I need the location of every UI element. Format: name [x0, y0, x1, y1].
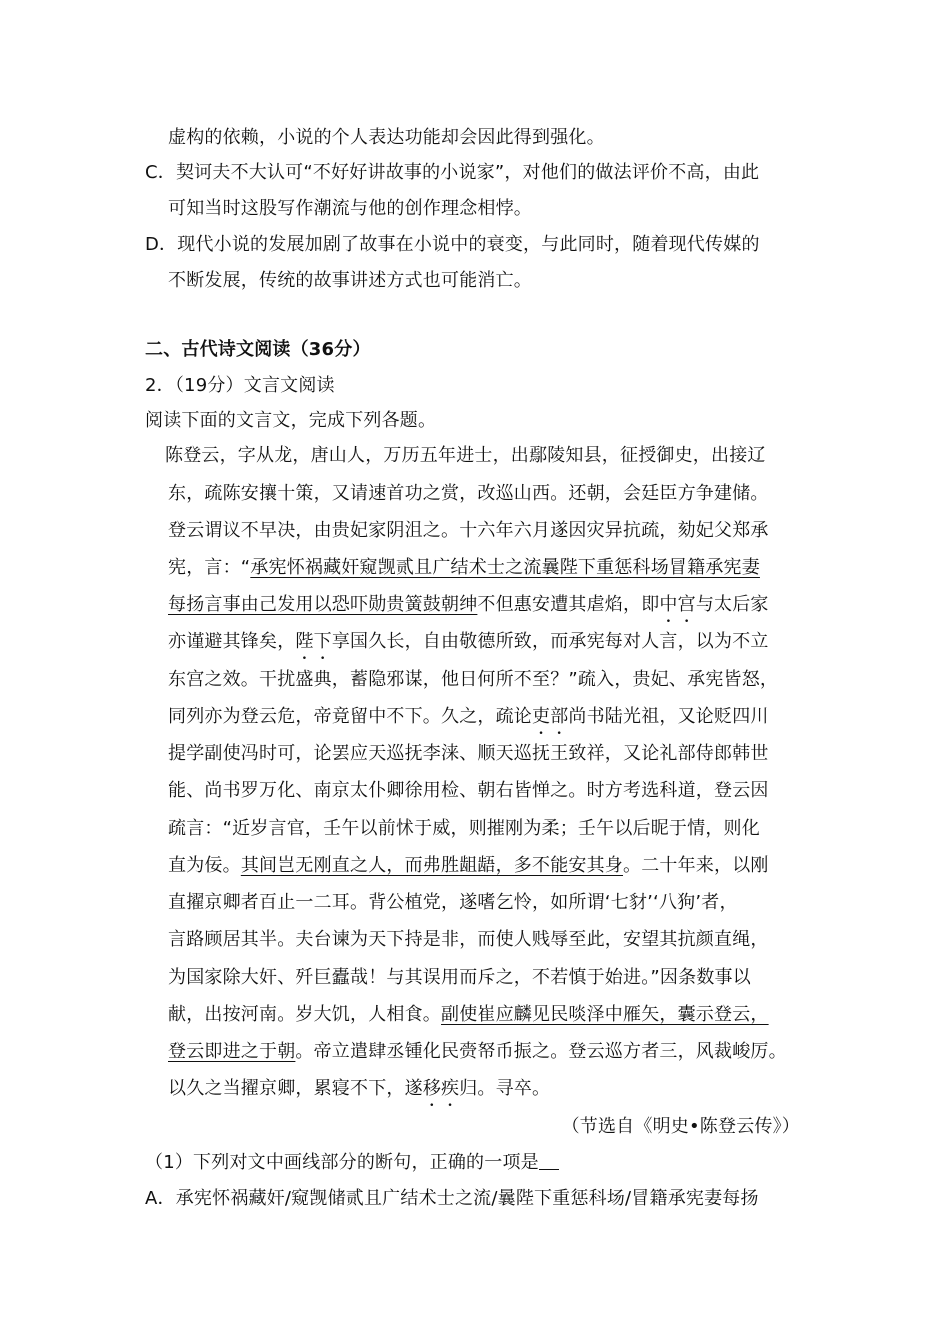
- passage-text: 亦谨避其锋矣，: [168, 631, 296, 652]
- dotted-char: 部: [550, 706, 569, 727]
- sub-question-1: [145, 1150, 559, 1176]
- passage-text: 享国久长，自由敬德所致，而承宪每对人言，以为不立: [331, 631, 769, 652]
- passage-line-11: 疏言：“近岁言官，壬午以前怵于威，则摧刚为柔；壬午以后昵于情，则化: [168, 818, 760, 839]
- underlined-segment-1: 承宪怀祸藏奸窥觊贰且广结术士之流曩陛下重惩科场冒籍承宪妻: [250, 557, 760, 578]
- dotted-char: 移: [422, 1078, 442, 1099]
- option-a: A．承宪怀祸藏奸/窥觊储贰且广结术士之流/曩陛下重惩科场/冒籍承宪妻每扬: [145, 1188, 759, 1209]
- option-b-continuation: 虚构的依赖，小说的个人表达功能却会因此得到强化。: [168, 127, 605, 148]
- section-title: 二、古代诗文阅读（36分）: [145, 339, 371, 360]
- option-c-line-2: 可知当时这股写作潮流与他的创作理念相悖。: [168, 198, 532, 219]
- passage-line-18: [168, 1076, 550, 1102]
- passage-text: 归。寻卒。: [459, 1078, 551, 1099]
- underlined-segment-3-cont: 登云即进之于朝: [168, 1041, 296, 1062]
- question-heading: 2．（19分）文言文阅读: [145, 375, 335, 396]
- passage-text: 宪，言：“: [168, 557, 251, 578]
- passage-line-8: [168, 704, 769, 730]
- passage-line-1: 陈登云，字从龙，唐山人，万历五年进士，出鄢陵知县，征授御史，出接辽: [165, 445, 766, 466]
- underlined-segment-2: 其间岂无刚直之人，而弗胜龃龉，多不能安其身: [240, 855, 624, 876]
- passage-line-7: 东宫之效。干扰盛典，蓄隐邪谋，他日何所不至？”疏入，贵妃、承宪皆怒，: [168, 669, 779, 690]
- dotted-char: 中: [659, 594, 678, 615]
- passage-text: 直为佞。: [168, 855, 241, 876]
- dotted-char: 宫: [677, 594, 696, 615]
- passage-line-3: 登云谓议不早决，由贵妃家阴沮之。十六年六月遂因灾异抗疏，劾妃父郑承: [168, 520, 769, 541]
- passage-line-5: [168, 592, 769, 618]
- passage-text: 与太后家: [695, 594, 769, 615]
- passage-line-4: [168, 555, 760, 581]
- passage-text: 尚书陆光祖，又论贬四川: [568, 706, 769, 727]
- passage-line-9: 提学副使冯时可，论罢应天巡抚李涞、顺天巡抚王致祥，又论礼部侍郎韩世: [168, 743, 769, 764]
- dotted-char: 陛: [295, 631, 314, 652]
- answer-blank[interactable]: [539, 1151, 559, 1170]
- passage-text: 同列亦为登云危，帝竟留中不下。久之，疏论: [168, 706, 532, 727]
- sub-question-text: （1）下列对文中画线部分的断句，正确的一项是: [145, 1152, 539, 1173]
- option-d-line-1: D．现代小说的发展加剧了故事在小说中的衰变，与此同时，随着现代传媒的: [145, 234, 760, 255]
- passage-text: 以久之当擢京卿，累寝不下，遂: [168, 1078, 423, 1099]
- passage-text: 。帝立遣肆丞锺化民赍帑币振之。登云巡方者三，风裁峻厉。: [295, 1041, 787, 1062]
- passage-text: 。二十年来，以刚: [623, 855, 769, 876]
- passage-line-17: [168, 1039, 787, 1065]
- passage-line-14: 言路顾居其半。夫台谏为天下持是非，而使人贱辱至此，安望其抗颜直绳，: [168, 929, 769, 950]
- passage-line-16: [168, 1002, 769, 1028]
- passage-line-13: 直擢京卿者百止一二耳。背公植党，遂嗜乞怜，如所谓‘七豺’‘八狗’者，: [168, 892, 738, 913]
- passage-line-6: [168, 629, 769, 655]
- passage-line-15: 为国家除大奸、歼巨蠹哉！与其误用而斥之，不若慎于始进。”因条数事以: [168, 967, 751, 988]
- passage-text: 不但惠安遭其虐焰，即: [477, 594, 660, 615]
- passage-line-2: 东，疏陈安攘十策，又请速首功之赏，改巡山西。还朝，会廷臣方争建储。: [168, 483, 769, 504]
- option-d-line-2: 不断发展，传统的故事讲述方式也可能消亡。: [168, 270, 532, 291]
- passage-text: 献，出按河南。岁大饥，人相食。: [168, 1004, 441, 1025]
- underlined-segment-1-cont: 每扬言事由己发用以恐吓勋贵簧鼓朝绅: [168, 594, 478, 615]
- dotted-char: 下: [313, 631, 332, 652]
- option-c-line-1: C．契诃夫不大认可“不好好讲故事的小说家”，对他们的做法评价不高，由此: [145, 162, 760, 183]
- dotted-char: 吏: [532, 706, 551, 727]
- instruction: 阅读下面的文言文，完成下列各题。: [145, 410, 437, 431]
- source-citation: （节选自《明史•陈登云传》）: [561, 1116, 800, 1137]
- passage-line-10: 能、尚书罗万化、南京太仆卿徐用检、朝右皆惮之。时方考选科道，登云因: [168, 780, 769, 801]
- passage-line-12: [168, 853, 769, 879]
- dotted-char: 疾: [441, 1078, 460, 1099]
- underlined-segment-3: 副使崔应麟见民啖泽中雁矢，囊示登云，: [441, 1004, 769, 1025]
